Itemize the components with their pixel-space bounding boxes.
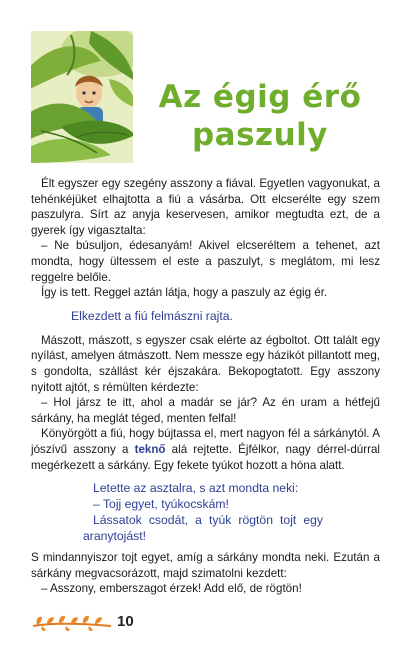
paragraph: Így is tett. Reggel aztán látja, hogy a paszuly az égig ér. xyxy=(41,286,328,300)
story-text xyxy=(31,176,380,597)
leaf-ornament-icon xyxy=(31,612,113,632)
paragraph: S mindannyiszor tojt egyet, amíg a sárkány mondta neki. Ezután a sárkány megvacsorázott, majd szimatolni kezdett: xyxy=(31,551,380,580)
paragraph: – Asszony, emberszagot érzek! Add elő, de rögtön! xyxy=(41,582,302,596)
title-line-1: Az égig érő xyxy=(158,79,362,115)
page-footer xyxy=(31,612,151,632)
passage-line: – Tojj egyet, tyúkocskám! xyxy=(93,497,229,512)
passage-line: Lássatok csodát, a tyúk rögtön tojt egy aranytojást! xyxy=(83,513,323,544)
paragraph: – Ne búsuljon, édesanyám! Akivel elcseréltem a tehenet, azt mondta, hogy ültessem el este a paszulyt, s meglátom, mi lesz reggelre belőle. xyxy=(31,239,380,284)
passage-line: Letette az asztalra, s azt mondta neki: xyxy=(93,481,299,496)
highlighted-passage xyxy=(83,480,323,544)
highlighted-line: Elkezdett a fiú felmászni rajta. xyxy=(71,308,233,323)
paragraph-text: alá rejtette. Éjfélkor, nagy dérrel-dúrral megérkezett a sárkány. Egy fekete tyúkot hozott a hóna alatt. xyxy=(31,442,381,472)
page-title xyxy=(110,78,407,154)
paragraph xyxy=(31,426,380,473)
highlighted-word: teknő xyxy=(134,442,166,456)
title-line-2: paszuly xyxy=(191,117,328,153)
paragraph: Élt egyszer egy szegény asszony a fiával. Egyetlen vagyonukat, a tehénkéjüket elhajtotta a fiú a vásárba. Ott elcserélte egy szem paszulyra. Sírt az anyja keservesen, amikor megtudta ezt, de a gyerek így vigasztalta: xyxy=(31,177,380,237)
paragraph: Mászott, mászott, s egyszer csak elérte az égboltot. Ott talált egy nyílást, amelyen átmászott. Nem messze egy házikót pillantott meg, s gondolta, szállást kér éjszakára. Bekopogtatott. Egy asszony nyitott ajtót, s rémülten kérdezte: xyxy=(31,333,380,394)
paragraph: – Hol jársz te itt, ahol a madár se jár? Az én uram a hétfejű sárkány, ha meglát téged, menten felfal! xyxy=(31,396,380,425)
page-number: 10 xyxy=(117,613,134,630)
paragraph-text: Könyörgött a fiú, hogy bújtassa el, mert nagyon fél a sárkánytól. A jószívű asszony a xyxy=(31,427,380,456)
